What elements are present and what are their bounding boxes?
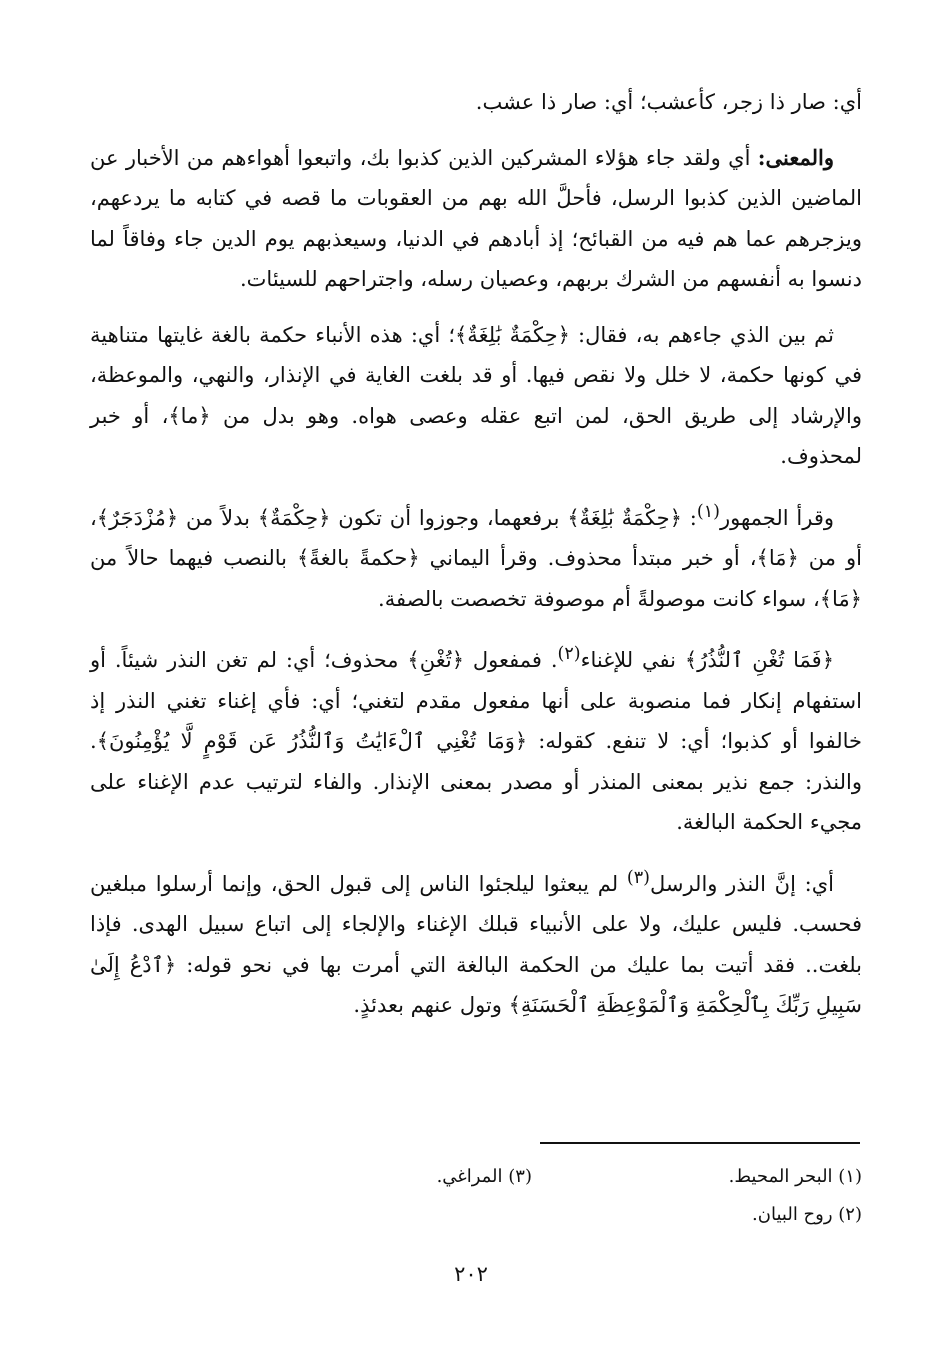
quran-quote: ﴿حِكْمَةٌ بَٰلِغَةٌ﴾	[567, 505, 682, 530]
quran-quote: ﴿وَمَا تُغْنِي ٱلْءَايَٰتُ وَٱلنُّذُرُ عَن قَوْمٍ لَّا يُؤْمِنُونَ﴾	[96, 729, 528, 753]
text-run: ثم بين الذي جاءهم به، فقال:	[569, 322, 835, 347]
footnote-ref: (٣)	[626, 867, 650, 888]
footnote-ref: (٢)	[557, 644, 581, 664]
text-run: أي: صار ذا زجر، كأعشب؛ أي: صار ذا عشب.	[475, 90, 862, 114]
quran-quote: ﴿مَا﴾	[819, 586, 862, 611]
text-run: وقرأ الجمهور	[719, 505, 835, 530]
text-run: وتول عنهم بعدئذٍ.	[353, 993, 509, 1017]
text-run: ، سواء كانت موصولةً أم موصوفة تخصصت بالصفة.	[378, 586, 820, 611]
quran-quote: ﴿حكمةً بالغةً﴾	[297, 546, 420, 570]
quran-quote: ﴿مُزْدَجَرٌ﴾	[96, 505, 179, 530]
footnote-ref: (١)	[696, 501, 720, 522]
term-label: والمعنى:	[757, 144, 834, 170]
paragraph	[90, 634, 862, 843]
text-run: :	[681, 505, 697, 530]
text-run: ، أو خبر مبتدأ محذوف. وقرأ اليماني	[419, 546, 757, 570]
paragraph	[90, 315, 862, 477]
text-run: محذوف؛ أي: لم تغن النذر شيئاً. أو استفهام إنكار فما منصوبة على أنها مفعول مقدم لتغني؛ أي: فأي إغناء تغني النذر إذ خالفوا أو كذبوا؛ أي: لا تنفع. كقوله:	[90, 648, 862, 753]
footnote-separator	[540, 1142, 860, 1144]
text-run: ، أو خبر لمحذوف.	[90, 403, 862, 468]
paragraph	[90, 492, 862, 620]
text-run: نفي للإغناء	[580, 648, 685, 672]
footnote-2: (٢) روح البيان.	[752, 1204, 862, 1225]
text-run: أي: إنَّ النذر والرسل	[649, 871, 835, 896]
text-run: . فمفعول	[464, 648, 558, 672]
page-number: ٢٠٢	[454, 1262, 488, 1286]
footnote-row-2	[202, 1196, 862, 1234]
quran-quote: ﴿تُغْنِ﴾	[407, 648, 464, 672]
text-run: أي ولقد جاء هؤلاء المشركين الذين كذبوا بك، واتبعوا أهواءهم من الأخبار عن الماضين الذين كذبوا الرسل، فأحلَّ الله بهم من العقوبات ما قصه في كتابه ما يردعهم، ويزجرهم عما هم فيه من القبائح؛ إذ أبادهم في الدنيا، وسيعذبهم يوم الدين جاء وفاقاً لما دنسوا به أنفسهم من الشرك بربهم، وعصيان رسله، واجتراحهم للسيئات.	[90, 145, 862, 291]
text-run: ؛ أي: هذه الأنباء حكمة بالغة غايتها متناهية في كونها حكمة، لا خلل ولا نقص فيها. أو قد بلغت الغاية في الإنذار، والنهي، والموعظة، والإرشاد إلى طريق الحق، لمن اتبع عقله وعصى هواه. وهو بدل من	[90, 322, 862, 428]
quran-quote: ﴿ما﴾	[168, 403, 211, 428]
paragraph	[90, 138, 862, 300]
quran-quote: ﴿مَا﴾	[756, 546, 799, 570]
footnote-1: (١) البحر المحيط.	[728, 1166, 862, 1187]
text-run: ، أو من	[90, 505, 863, 570]
quran-quote: ﴿حِكْمَةٌ بَٰلِغَةٌ﴾	[455, 322, 570, 347]
paragraph	[90, 82, 862, 123]
text-run: برفعهما، وجوزوا أن تكون	[330, 505, 568, 530]
quran-quote: ﴿فَمَا تُغْنِ ٱلنُّذُرُ﴾	[684, 648, 835, 672]
text-run: . والنذر: جمع نذير بمعنى المنذر أو مصدر بمعنى الإنذار. والفاء لترتيب عدم الإغناء على مجيء الحكمة البالغة.	[90, 729, 862, 834]
text-run: بالنصب فيهما حالاً من	[90, 546, 297, 570]
footnote-3: (٣) المراغي.	[436, 1166, 532, 1187]
quran-quote: ﴿ٱدْعُ إِلَىٰ سَبِيلِ رَبِّكَ بِٱلْحِكْمَةِ وَٱلْمَوْعِظَةِ ٱلْحَسَنَةِ﴾	[90, 952, 862, 1017]
quran-quote: ﴿حِكْمَةٌ﴾	[257, 505, 331, 530]
footnotes	[202, 1158, 862, 1234]
paragraph	[90, 858, 862, 1026]
body-text	[90, 82, 862, 1041]
footnote-row-1	[202, 1158, 862, 1196]
text-run: لم يبعثوا ليلجئوا الناس إلى قبول الحق، وإنما أرسلوا مبلغين فحسب. فليس عليك، ولا على الأنبياء قبلك الإغناء والإلجاء إلى اتباع سبيل الهدى. فإذا بلغت.. فقد أتيت بما عليك من الحكمة البالغة التي أمرت بها في نحو قوله:	[90, 871, 862, 977]
text-run: بدلاً من	[178, 505, 258, 530]
